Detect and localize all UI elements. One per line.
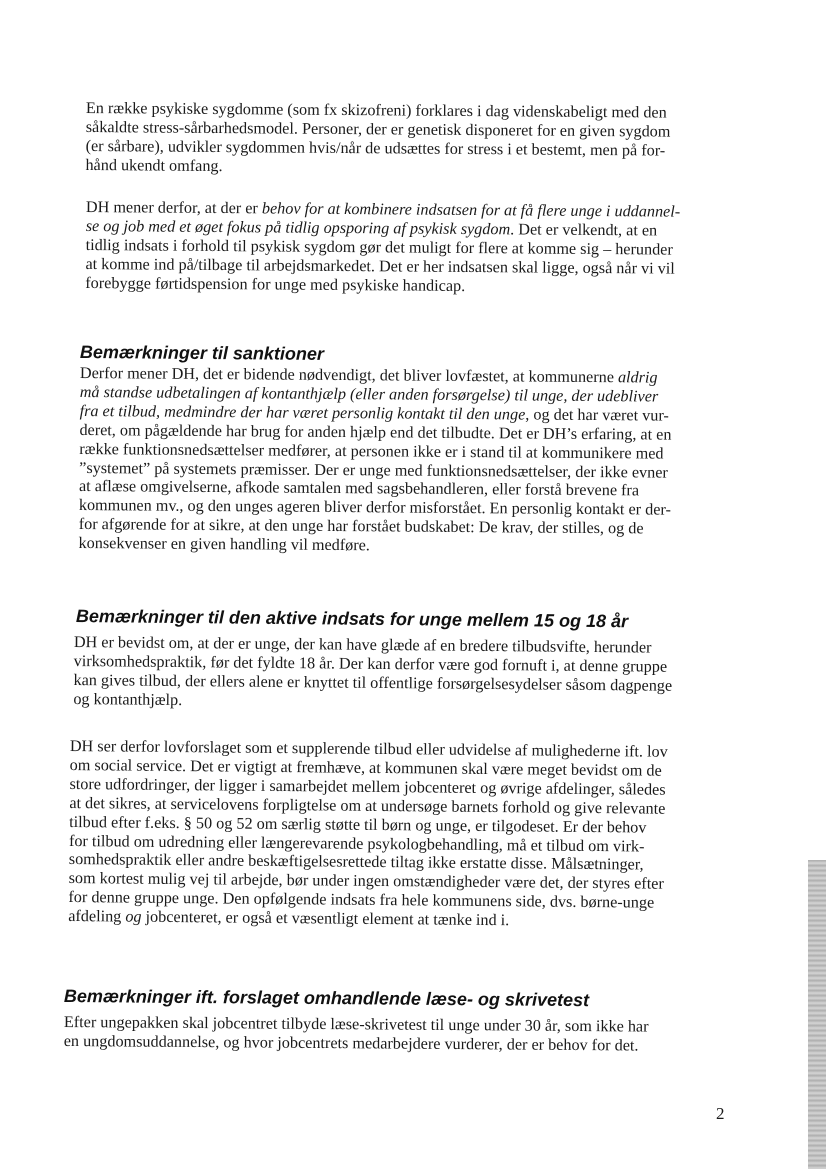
paragraph-stress-model: [85, 99, 756, 180]
paragraph-unge-15-18: [73, 633, 742, 715]
paragraph-laese-skrivetest: [64, 1013, 734, 1056]
heading-aktive-indsats: Bemærkninger til den aktive indsats for unge mellem 15 og 18 år: [75, 605, 629, 632]
text-line: såkaldte stress-sårbarhedsmodel. Personer, der er genetisk disponeret for en given sygdom: [85, 117, 671, 141]
emphasis-text: fra et tilbud, medmindre der har været personlig kontakt til den unge: [79, 401, 526, 424]
paragraph-dh-mener-derfor: [85, 198, 756, 298]
text-line: kan gives tilbud, der ellers alene er knyttet til offentlige forsørgelsesydelser såsom dagpenge: [73, 670, 673, 695]
text-line: forebygge førtidspension for unge med psykiske handicap.: [85, 273, 466, 295]
text-line: at aflæse omgivelserne, afkode samtalen med sagsbehandleren, eller forstå brevene fra: [78, 477, 640, 500]
text-run: . Det er velkendt, at en: [510, 220, 658, 240]
text-line: store udfordringer, der ligger i samarbejdet mellem jobcenteret og øvrige afdelinger, således: [69, 774, 666, 799]
text-line: og kontanthjælp.: [73, 689, 183, 709]
text-line: for denne gruppe unge. Den opfølgende indsats fra hele kommunens side, dvs. børne-unge: [68, 888, 655, 912]
emphasis-text: behov for at kombinere indsatsen for at få flere unge i uddannel-: [261, 199, 681, 221]
text-line: for tilbud om udredning eller længerevarende psykologbehandling, må et tilbud om virk-: [68, 831, 645, 856]
text-line: en ungdomsuddannelse, og hvor jobcentrets medarbejdere vurderer, der er behov for det.: [63, 1031, 639, 1055]
text-run: , og det har været vur-: [525, 405, 669, 425]
text-line: hånd ukendt omfang.: [85, 155, 223, 175]
paragraph-supplerende-tilbud: [68, 737, 738, 932]
text-line: virksomhedspraktik, før det fyldte 18 år. Der kan derfor være god fornuft i, at denne gruppe: [73, 651, 668, 676]
text-line: DH ser derfor lovforslaget som et supplerende tilbud eller udvidelse af mulighederne ift. lov: [69, 737, 668, 761]
text-line: om social service. Det er vigtigt at fremhæve, at kommunen skal være meget bevidst om de: [69, 755, 662, 780]
text-line: at komme ind på/tilbage til arbejdsmarkedet. Det er her indsatsen skal ligge, også når vi vil: [85, 254, 675, 278]
text-line: at det sikres, at servicelovens forpligtelse om at undersøge barnets forhold og give relevante: [69, 793, 666, 818]
text-line: somhedspraktik eller andre beskæftigelsesrettede tiltag ikke erstatte disse. Målsætninger,: [68, 850, 644, 874]
text-line: tidlig indsats i forhold til psykisk sygdom gør det muligt for flere at komme sig – herunder: [85, 235, 673, 259]
text-line: Efter ungepakken skal jobcentret tilbyde læse-skrivetest til unge under 30 år, som ikke har: [63, 1013, 649, 1036]
text-line: ”systemet” på systemets præmisser. Der er unge med funktionsnedsættelser, der ikke evner: [79, 458, 668, 482]
text-run: DH mener derfor, at der er: [85, 198, 262, 218]
heading-sanktioner: Bemærkninger til sanktioner: [79, 341, 325, 364]
emphasis-text: og: [125, 907, 142, 926]
text-line: DH er bevidst om, at der er unge, der kan have glæde af en bredere tilbudsvifte, herunder: [73, 633, 652, 657]
page-number: 2: [716, 1104, 725, 1123]
text-line: (er sårbare), udvikler sygdommen hvis/når de udsættes for stress i et bestemt, men på for-: [85, 136, 666, 160]
text-line: En række psykiske sygdomme (som fx skizofreni) forklares i dag videnskabeligt med den: [85, 99, 667, 122]
text-line: deret, om pågældende har brug for anden hjælp end det tilbudte. Det er DH’s erfaring, at en: [79, 420, 672, 444]
emphasis-text: se og job med et øget fokus på tidlig opsporing af psykisk sygdom: [85, 216, 511, 239]
text-run: Derfor mener DH, det er bidende nødvendigt, det bliver lovfæstet, at kommunerne: [79, 364, 619, 387]
text-run: afdeling: [68, 907, 126, 926]
text-run: jobcenteret, er også et væsentligt element at tænke ind i.: [141, 907, 510, 930]
heading-laese-skrivetest: Bemærkninger ift. forslaget omhandlende læse- og skrivetest: [63, 985, 590, 1011]
text-line: for afgørende for at sikre, at den unge har forstået budskabet: De krav, der stilles, og de: [78, 515, 644, 538]
paragraph-sanktioner: [79, 364, 754, 558]
scan-edge-artifact: [808, 860, 826, 1169]
text-line: som kortest mulig vej til arbejde, bør under ingen omstændigheder være det, der styres efter: [68, 869, 664, 894]
text-line: kommunen mv., og den unges ageren bliver derfor misforstået. En personlig kontakt er der-: [78, 496, 671, 519]
emphasis-text: aldrig: [617, 368, 658, 387]
text-line: række funktionsnedsættelser medfører, at personen ikke er i stand til at kommunikere med: [79, 439, 664, 463]
emphasis-text: må standse udbetalingen af kontanthjælp (eller anden forsørgelse) til unge, der udebliver: [79, 382, 659, 406]
text-line: konsekvenser en given handling vil medføre.: [78, 534, 370, 555]
text-line: tilbud efter f.eks. § 50 og 52 om særlig støtte til børn og unge, er tilgodeset. Er der behov: [69, 812, 647, 837]
